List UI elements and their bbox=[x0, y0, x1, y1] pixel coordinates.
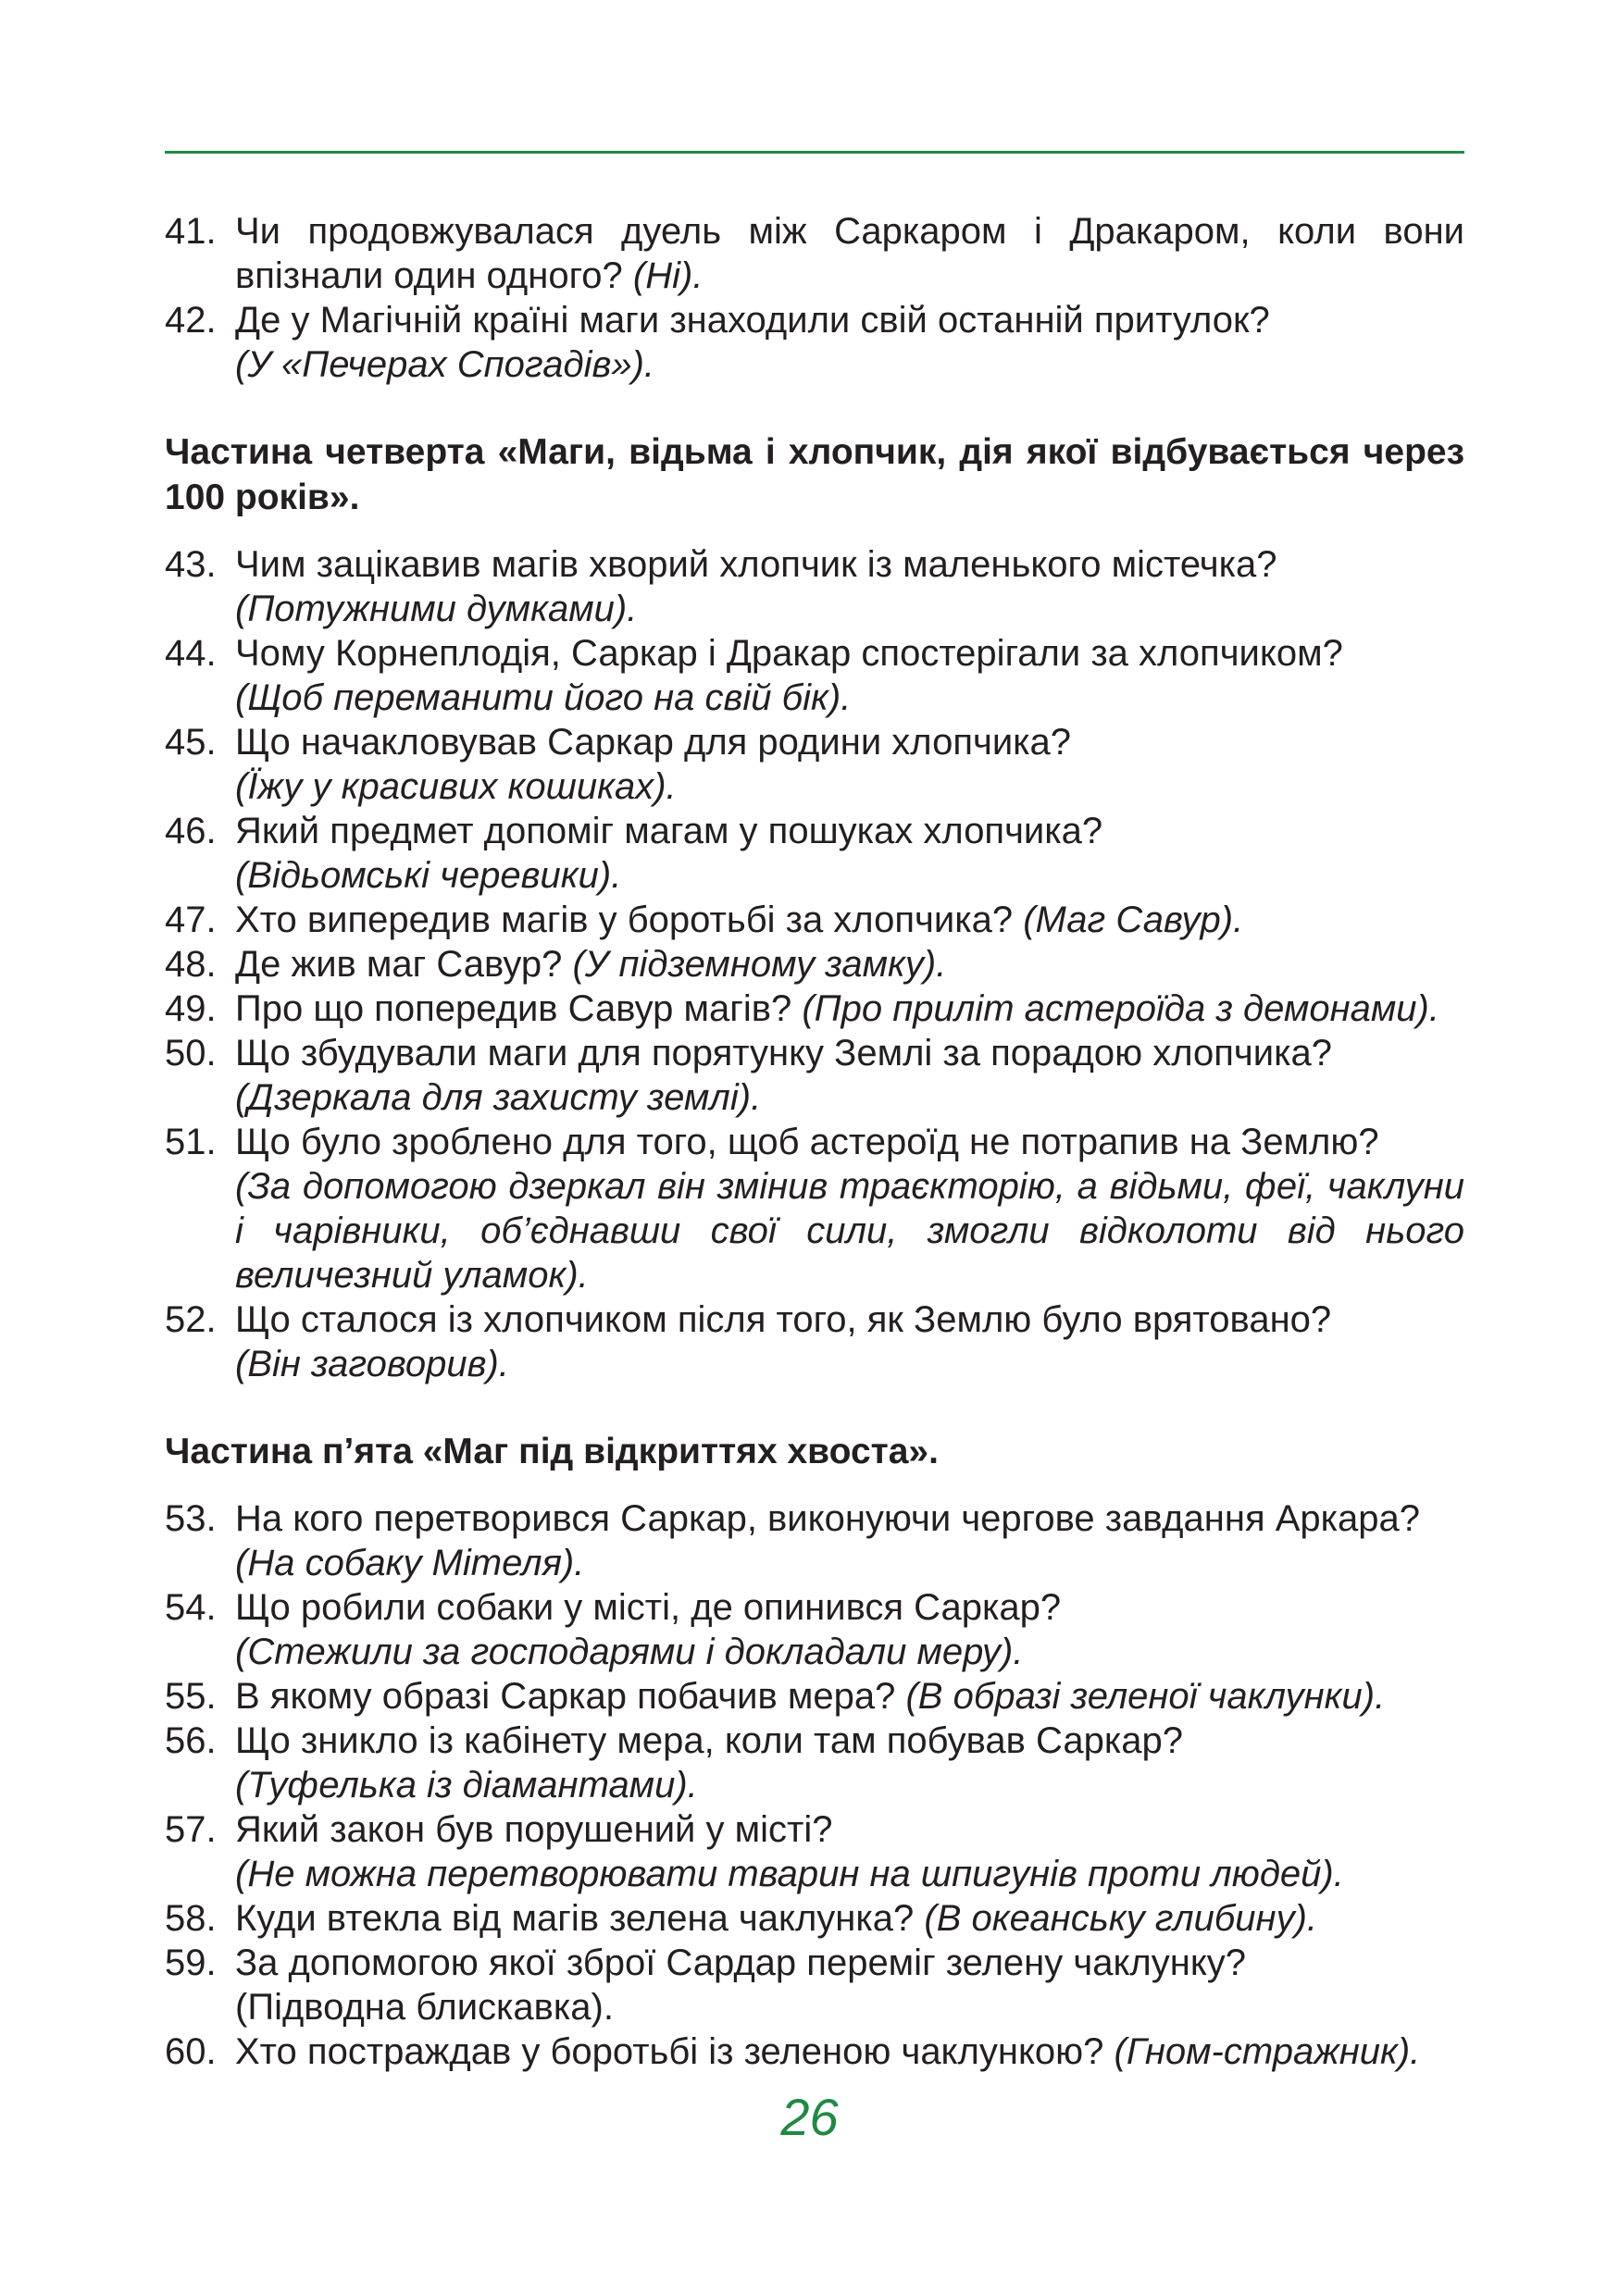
question-line bbox=[235, 898, 1464, 942]
question-item bbox=[165, 1896, 1464, 1941]
question-number: 54. bbox=[165, 1587, 217, 1628]
question-answer: (Потужними думками). bbox=[235, 589, 638, 629]
question-text: Що було зроблено для того, щоб астероїд не потрапив на Землю? bbox=[235, 1122, 1379, 1162]
answer-line bbox=[235, 587, 1464, 631]
page-content bbox=[165, 209, 1464, 2074]
question-text: Куди втекла від магів зелена чаклунка? bbox=[235, 1898, 915, 1939]
question-number: 43. bbox=[165, 544, 217, 585]
section-heading-part-4: Частина четверта «Маги, відьма і хлопчик, дія якої відбувається через 100 років». bbox=[165, 432, 1464, 517]
question-body bbox=[235, 1941, 1464, 2029]
question-answer: (Гном-стражник). bbox=[1114, 2031, 1421, 2072]
answer-line bbox=[235, 1763, 1464, 1807]
answer-line bbox=[235, 853, 1464, 898]
question-item bbox=[165, 1719, 1464, 1807]
question-item bbox=[165, 1585, 1464, 1674]
question-item bbox=[165, 631, 1464, 720]
question-text: Про що попередив Савур магів? bbox=[235, 988, 792, 1029]
question-number: 45. bbox=[165, 722, 217, 763]
spacer bbox=[165, 1474, 1464, 1496]
question-body bbox=[235, 898, 1464, 942]
question-item bbox=[165, 1297, 1464, 1386]
question-body bbox=[235, 1585, 1464, 1674]
question-number: 56. bbox=[165, 1720, 217, 1761]
question-number: 55. bbox=[165, 1676, 217, 1717]
question-item bbox=[165, 898, 1464, 942]
question-answer: (Відьомські черевики). bbox=[235, 855, 622, 896]
question-answer: (На собаку Мітеля). bbox=[235, 1543, 585, 1583]
question-text: Який предмет допоміг магам у пошуках хлопчика? bbox=[235, 811, 1103, 851]
question-body bbox=[235, 1674, 1464, 1719]
question-text: Де у Магічній країні маги знаходили свій останній притулок? bbox=[235, 300, 1270, 341]
question-item bbox=[165, 1941, 1464, 2029]
question-answer: (За допомогою дзеркал він змінив траєкторію, а відьми, феї, чаклуни і чарівники, об’єднавши свої сили, змогли відколоти від нього величезний уламок). bbox=[235, 1166, 1464, 1296]
answer-line bbox=[235, 1164, 1464, 1297]
question-line bbox=[235, 1896, 1464, 1941]
question-body bbox=[235, 1496, 1464, 1585]
question-body bbox=[235, 987, 1464, 1031]
answer-line bbox=[235, 1852, 1464, 1896]
answer-line bbox=[235, 342, 1464, 387]
question-item bbox=[165, 209, 1464, 298]
question-item bbox=[165, 1031, 1464, 1120]
question-answer: (Щоб переманити його на свій бік). bbox=[235, 677, 852, 718]
question-number: 58. bbox=[165, 1898, 217, 1939]
question-answer: (У підземному замку). bbox=[572, 944, 947, 985]
question-item bbox=[165, 1120, 1464, 1297]
answer-line bbox=[235, 764, 1464, 809]
question-number: 52. bbox=[165, 1299, 217, 1340]
question-list-part-5 bbox=[165, 1496, 1464, 2074]
question-item bbox=[165, 1496, 1464, 1585]
question-body bbox=[235, 298, 1464, 387]
question-line bbox=[235, 2029, 1464, 2074]
spacer bbox=[165, 1386, 1464, 1429]
question-body bbox=[235, 1031, 1464, 1120]
question-number: 47. bbox=[165, 900, 217, 940]
question-body bbox=[235, 209, 1464, 298]
question-body bbox=[235, 542, 1464, 631]
question-item bbox=[165, 809, 1464, 898]
question-answer: (Про приліт астероїда з демонами). bbox=[802, 988, 1439, 1029]
question-line bbox=[235, 1674, 1464, 1719]
question-number: 50. bbox=[165, 1033, 217, 1074]
answer-line bbox=[235, 1985, 1464, 2029]
question-text: Чому Корнеплодія, Саркар і Дракар спостерігали за хлопчиком? bbox=[235, 633, 1343, 674]
answer-line bbox=[235, 1342, 1464, 1386]
question-text: Чим зацікавив магів хворий хлопчик із маленького містечка? bbox=[235, 544, 1277, 585]
question-text: Чи продовжувалася дуель між Саркаром і Дракаром, коли вони впізнали один одного? bbox=[235, 211, 1464, 296]
answer-line bbox=[235, 1075, 1464, 1120]
question-number: 49. bbox=[165, 988, 217, 1029]
question-answer: (Не можна перетворювати тварин на шпигунів проти людей). bbox=[235, 1854, 1344, 1894]
question-answer: (В образі зеленої чаклунки). bbox=[905, 1676, 1386, 1717]
section-heading-part-5: Частина п’ята «Маг під відкриттях хвоста». bbox=[165, 1432, 939, 1471]
question-item bbox=[165, 1807, 1464, 1896]
question-number: 59. bbox=[165, 1942, 217, 1983]
question-item bbox=[165, 298, 1464, 387]
question-text: В якому образі Саркар побачив мера? bbox=[235, 1676, 896, 1717]
question-item bbox=[165, 720, 1464, 809]
question-list-part-3-tail bbox=[165, 209, 1464, 387]
question-text: За допомогою якої зброї Сардар переміг зелену чаклунку? bbox=[235, 1942, 1247, 1983]
question-answer: (Туфелька із діамантами). bbox=[235, 1765, 698, 1806]
question-answer: (В океанську глибину). bbox=[924, 1898, 1317, 1939]
question-text: Що збудували маги для порятунку Землі за порадою хлопчика? bbox=[235, 1033, 1332, 1074]
spacer bbox=[165, 387, 1464, 429]
question-list-part-4 bbox=[165, 542, 1464, 1386]
question-number: 44. bbox=[165, 633, 217, 674]
question-text: Що начакловував Саркар для родини хлопчика? bbox=[235, 722, 1072, 763]
question-text: Хто постраждав у боротьбі із зеленою чаклункою? bbox=[235, 2031, 1104, 2072]
question-number: 46. bbox=[165, 811, 217, 851]
spacer bbox=[165, 520, 1464, 542]
question-number: 51. bbox=[165, 1122, 217, 1162]
question-body bbox=[235, 1896, 1464, 1941]
question-number: 60. bbox=[165, 2031, 217, 2072]
page-number: 26 bbox=[780, 2088, 839, 2146]
question-number: 41. bbox=[165, 211, 217, 252]
question-text: Що зникло із кабінету мера, коли там побував Саркар? bbox=[235, 1720, 1183, 1761]
question-line bbox=[235, 209, 1464, 298]
question-answer: (Стежили за господарями і докладали меру). bbox=[235, 1632, 1024, 1672]
question-answer: (Він заговорив). bbox=[235, 1344, 509, 1384]
question-body bbox=[235, 1807, 1464, 1896]
question-number: 57. bbox=[165, 1809, 217, 1850]
question-text: Що сталося із хлопчиком після того, як Землю було врятовано? bbox=[235, 1299, 1332, 1340]
question-text: Хто випередив магів у боротьбі за хлопчика? bbox=[235, 900, 1014, 940]
question-line bbox=[235, 942, 1464, 987]
question-text: На кого перетворився Саркар, виконуючи чергове завдання Аркара? bbox=[235, 1498, 1420, 1539]
question-body bbox=[235, 1719, 1464, 1807]
question-answer: (Ні). bbox=[632, 255, 704, 296]
question-item bbox=[165, 542, 1464, 631]
question-line bbox=[235, 987, 1464, 1031]
question-item bbox=[165, 2029, 1464, 2074]
question-body bbox=[235, 720, 1464, 809]
question-item bbox=[165, 942, 1464, 987]
question-number: 42. bbox=[165, 300, 217, 341]
question-item bbox=[165, 1674, 1464, 1719]
question-body bbox=[235, 1297, 1464, 1386]
question-text: Що робили собаки у місті, де опинився Саркар? bbox=[235, 1587, 1062, 1628]
question-answer: (У «Печерах Спогадів»). bbox=[235, 344, 655, 385]
question-text: Який закон був порушений у місті? bbox=[235, 1809, 833, 1850]
question-item bbox=[165, 987, 1464, 1031]
question-body bbox=[235, 631, 1464, 720]
question-answer: (Підводна блискавка). bbox=[235, 1987, 614, 2028]
question-answer: (Маг Савур). bbox=[1023, 900, 1244, 940]
question-answer: (Їжу у красивих кошиках). bbox=[235, 766, 677, 807]
answer-line bbox=[235, 1630, 1464, 1674]
question-body bbox=[235, 942, 1464, 987]
top-rule bbox=[165, 151, 1464, 154]
question-body bbox=[235, 809, 1464, 898]
question-number: 48. bbox=[165, 944, 217, 985]
answer-line bbox=[235, 1541, 1464, 1585]
question-body bbox=[235, 2029, 1464, 2074]
question-text: Де жив маг Савур? bbox=[235, 944, 563, 985]
question-body bbox=[235, 1120, 1464, 1297]
question-number: 53. bbox=[165, 1498, 217, 1539]
question-answer: (Дзеркала для захисту землі). bbox=[235, 1077, 762, 1118]
answer-line bbox=[235, 676, 1464, 720]
